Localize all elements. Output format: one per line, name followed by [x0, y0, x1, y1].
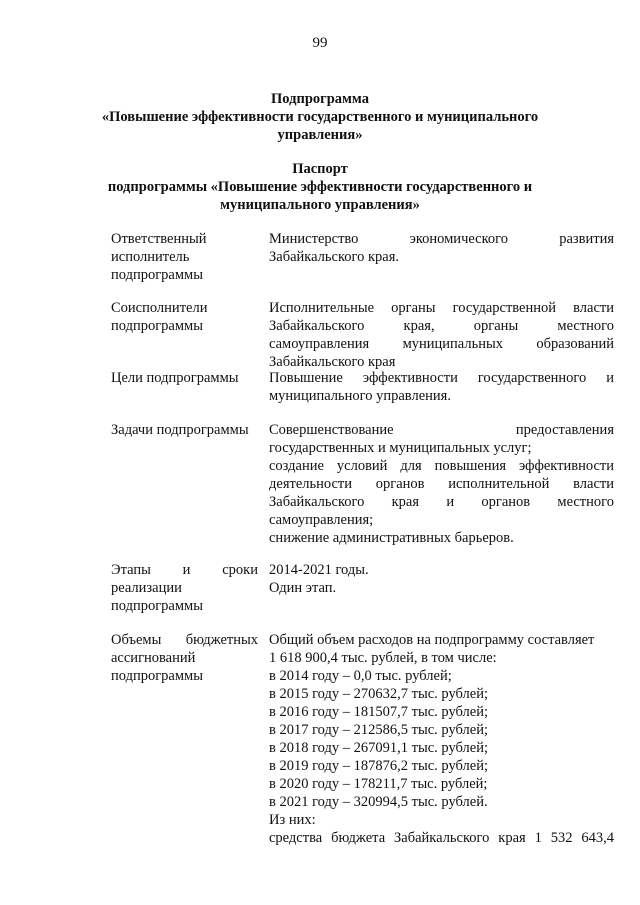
value-line: Исполнительные органы государственной власти	[269, 300, 614, 316]
subprogram-title	[0, 90, 640, 144]
label-line: Ответственный	[111, 231, 207, 247]
value-line: Забайкальского края.	[269, 249, 399, 265]
value-line: Совершенствование предоставления	[269, 422, 614, 438]
row-label	[111, 230, 258, 284]
title-line: Подпрограмма	[271, 91, 369, 107]
value-line: Один этап.	[269, 580, 337, 596]
value-line: Забайкальского края, органы местного	[269, 318, 614, 334]
row-label	[111, 561, 258, 615]
passport-line: муниципального управления»	[220, 197, 420, 213]
title-line: управления»	[277, 127, 363, 143]
label-line: подпрограммы	[111, 318, 203, 334]
value-line: Общий объем расходов на подпрограмму составляет	[269, 632, 595, 648]
value-line: самоуправления;	[269, 512, 374, 528]
row-value	[269, 369, 614, 405]
value-line: в 2016 году – 181507,7 тыс. рублей;	[269, 704, 489, 720]
value-line: Забайкальского края	[269, 354, 396, 370]
passport-title	[0, 160, 640, 214]
row-label	[111, 631, 258, 685]
passport-line: Паспорт	[292, 161, 348, 177]
label-line: Задачи подпрограммы	[111, 422, 249, 438]
value-line: создание условий для повышения эффективности	[269, 458, 614, 474]
row-value	[269, 299, 614, 371]
row-value	[269, 561, 614, 597]
value-line: муниципального управления.	[269, 388, 451, 404]
value-line: снижение административных барьеров.	[269, 530, 514, 546]
label-line: Этапы и сроки	[111, 562, 258, 578]
row-value	[269, 631, 614, 847]
row-label	[111, 369, 258, 387]
row-label	[111, 421, 258, 439]
label-line: подпрограммы	[111, 267, 203, 283]
value-line: самоуправления муниципальных образований	[269, 336, 614, 352]
row-value	[269, 421, 614, 547]
value-line: Повышение эффективности государственного и	[269, 370, 614, 386]
title-line: «Повышение эффективности государственного и муниципального	[101, 109, 539, 125]
page-number: 99	[312, 35, 328, 51]
label-line: ассигнований	[111, 650, 196, 666]
value-line: 1 618 900,4 тыс. рублей, в том числе:	[269, 650, 497, 666]
label-line: исполнитель	[111, 249, 190, 265]
value-line: средства бюджета Забайкальского края 1 532 643,4	[269, 830, 614, 846]
label-line: подпрограммы	[111, 598, 203, 614]
value-line: Из них:	[269, 812, 316, 828]
value-line: в 2018 году – 267091,1 тыс. рублей;	[269, 740, 489, 756]
label-line: подпрограммы	[111, 668, 203, 684]
value-line: в 2014 году – 0,0 тыс. рублей;	[269, 668, 452, 684]
value-line: Министерство экономического развития	[269, 231, 614, 247]
value-line: в 2021 году – 320994,5 тыс. рублей.	[269, 794, 488, 810]
value-line: в 2015 году – 270632,7 тыс. рублей;	[269, 686, 489, 702]
value-line: 2014-2021 годы.	[269, 562, 369, 578]
row-label	[111, 299, 258, 335]
label-line: Соисполнители	[111, 300, 208, 316]
label-line: Объемы бюджетных	[111, 632, 258, 648]
passport-line: подпрограммы «Повышение эффективности государственного и	[107, 179, 533, 195]
label-line: Цели подпрограммы	[111, 370, 239, 386]
value-line: в 2019 году – 187876,2 тыс. рублей;	[269, 758, 489, 774]
value-line: в 2017 году – 212586,5 тыс. рублей;	[269, 722, 489, 738]
label-line: реализации	[111, 580, 182, 596]
row-value	[269, 230, 614, 266]
value-line: Забайкальского края и органов местного	[269, 494, 614, 510]
value-line: в 2020 году – 178211,7 тыс. рублей;	[269, 776, 488, 792]
value-line: государственных и муниципальных услуг;	[269, 440, 532, 456]
value-line: деятельности органов исполнительной власти	[269, 476, 614, 492]
